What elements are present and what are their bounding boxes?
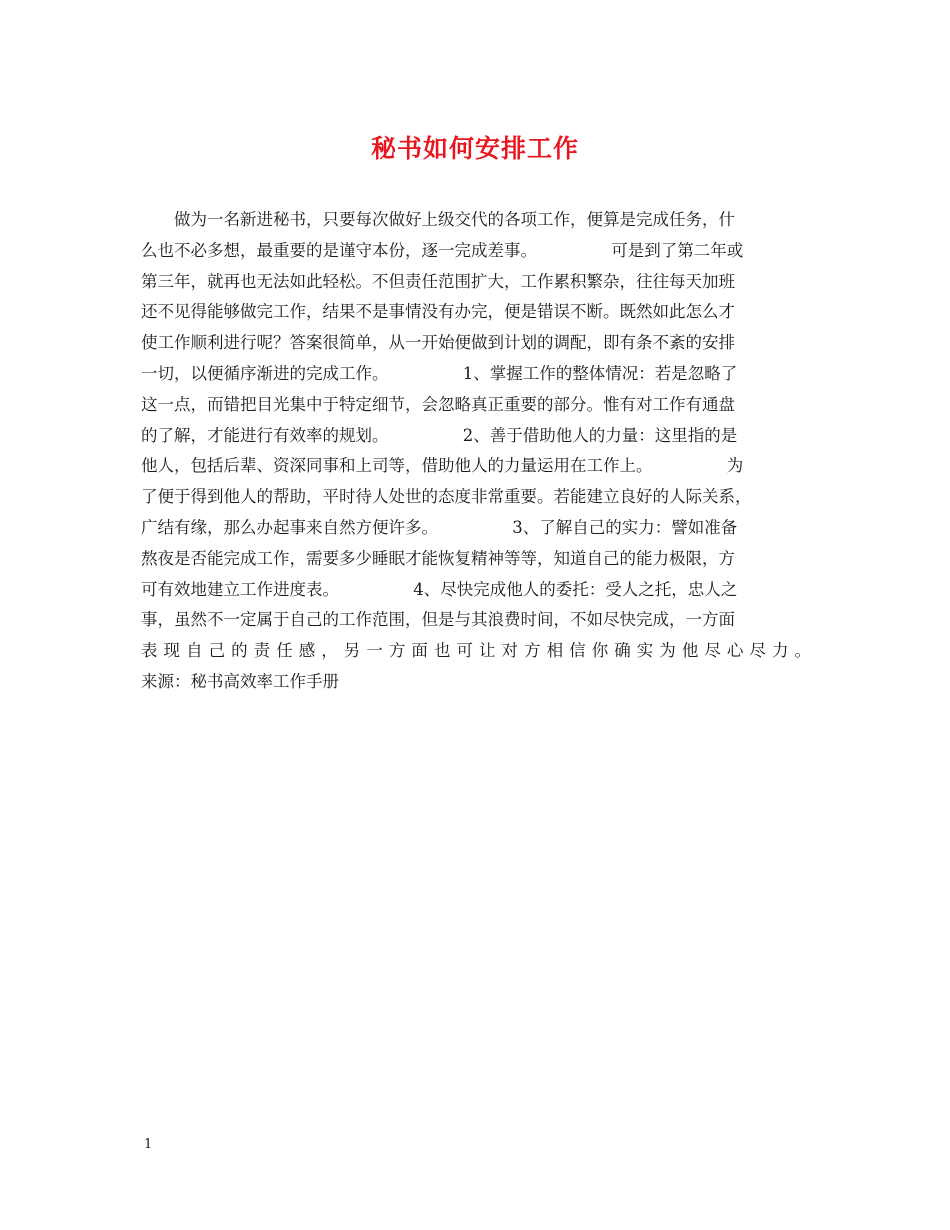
body-line: 广结有缘，那么办起事来自然方便许多。 3、了解自己的实力：譬如准备: [141, 517, 738, 537]
page-number: 1: [144, 1137, 153, 1152]
body-line: 事，虽然不一定属于自己的工作范围，但是与其浪费时间，不如尽快完成，一方面: [141, 610, 735, 630]
body-line: 还不见得能够做完工作，结果不是事情没有办完，便是错误不断。既然如此怎么才: [141, 302, 735, 322]
body-line: 使工作顺利进行呢？答案很简单，从一开始便做到计划的调配，即有条不紊的安排: [141, 333, 735, 353]
document-body: [141, 205, 811, 698]
document-title: 秘书如何安排工作: [370, 134, 579, 163]
body-line: 这一点，而错把目光集中于特定细节，会忽略真正重要的部分。惟有对工作有通盘: [141, 394, 735, 414]
body-line: 熬夜是否能完成工作，需要多少睡眠才能恢复精神等等，知道自己的能力极限，方: [141, 548, 735, 568]
body-line: 的了解，才能进行有效率的规划。 2、善于借助他人的力量：这里指的是: [141, 425, 738, 445]
body-line: 可有效地建立工作进度表。 4、尽快完成他人的委托：受人之托，忠人之: [141, 579, 738, 599]
body-line: 么也不必多想，最重要的是谨守本份，逐一完成差事。 可是到了第二年或: [141, 240, 744, 260]
body-line: 做为一名新进秘书，只要每次做好上级交代的各项工作，便算是完成任务，什: [174, 210, 735, 229]
body-line: 了便于得到他人的帮助，平时待人处世的态度非常重要。若能建立良好的人际关系，: [141, 487, 752, 507]
body-line: 表现自己的责任感，另一方面也可让对方相信你确实为他尽心尽力。: [141, 641, 811, 661]
body-line: 他人，包括后辈、资深同事和上司等，借助他人的力量运用在工作上。 为: [141, 456, 744, 476]
body-line: 一切，以便循序渐进的完成工作。 1、掌握工作的整体情况：若是忽略了: [141, 363, 738, 383]
source-line: 来源：秘书高效率工作手册: [141, 671, 339, 691]
body-line: 第三年，就再也无法如此轻松。不但责任范围扩大，工作累积繁杂，往往每天加班: [141, 271, 735, 291]
